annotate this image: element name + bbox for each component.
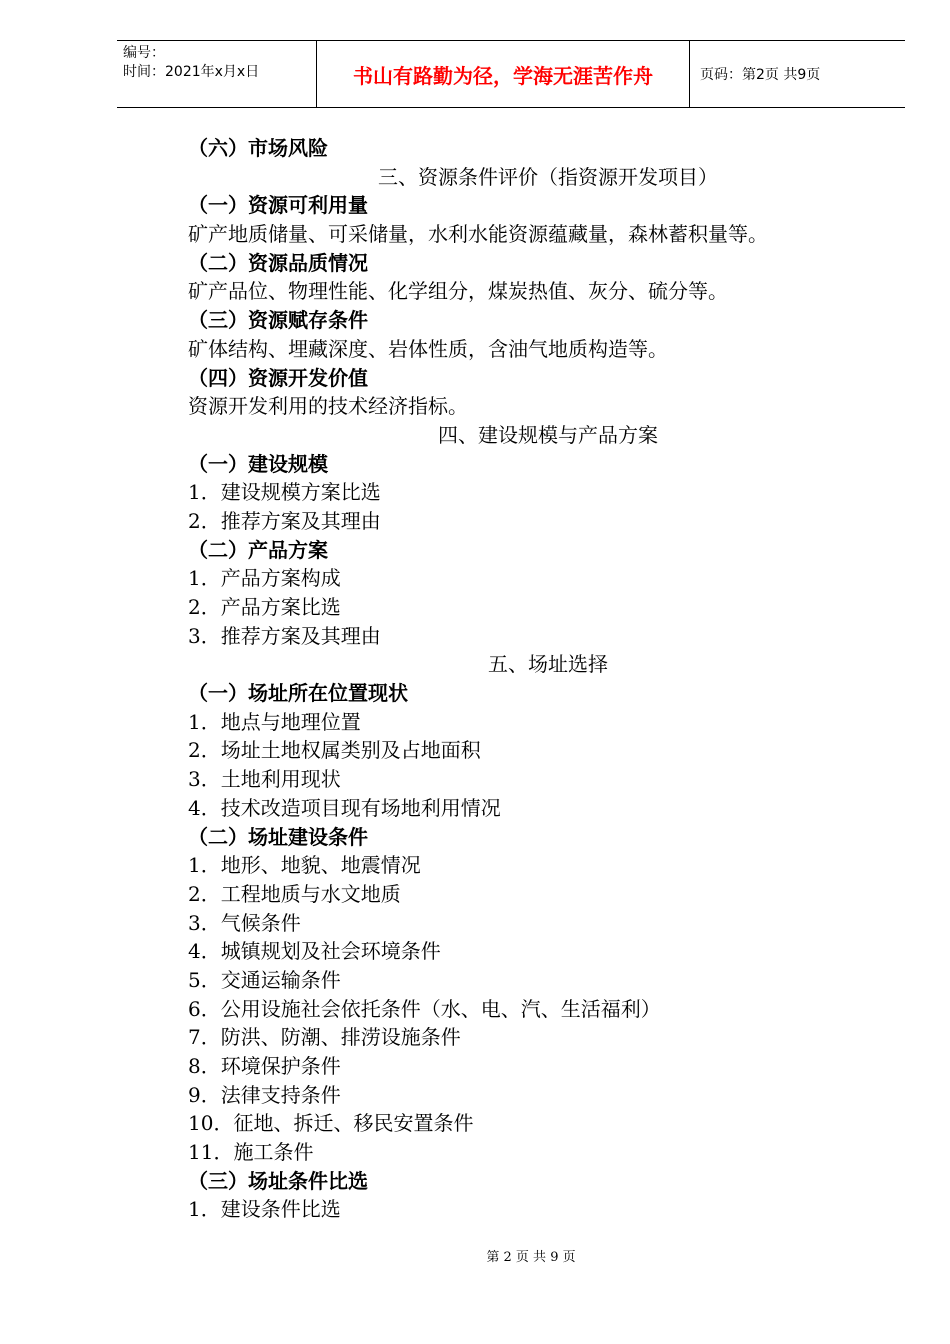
body-line: 矿体结构、埋藏深度、岩体性质，含油气地质构造等。 bbox=[188, 336, 668, 361]
body-line: 10．征地、拆迁、移民安置条件 bbox=[188, 1111, 474, 1136]
body-line: 2．工程地质与水文地质 bbox=[188, 881, 401, 906]
subsection-heading: （六）市场风险 bbox=[188, 136, 328, 160]
body-line: 1．地点与地理位置 bbox=[188, 709, 361, 734]
body-line: 2．场址土地权属类别及占地面积 bbox=[188, 738, 481, 763]
body-line: 11．施工条件 bbox=[188, 1140, 314, 1165]
body-line: 3．推荐方案及其理由 bbox=[188, 623, 381, 648]
body-line: 6．公用设施社会依托条件（水、电、汽、生活福利） bbox=[188, 996, 661, 1021]
section-heading: 三、资源条件评价（指资源开发项目） bbox=[378, 164, 718, 189]
body-line: 1．地形、地貌、地震情况 bbox=[188, 853, 421, 878]
subsection-heading: （一）建设规模 bbox=[188, 451, 328, 476]
body-line: 1．建设条件比选 bbox=[188, 1197, 341, 1222]
page-footer: 第 2 页 共 9 页 bbox=[486, 1250, 576, 1265]
body-line: 5．交通运输条件 bbox=[188, 967, 341, 992]
page-header bbox=[117, 40, 905, 108]
body-line: 2．产品方案比选 bbox=[188, 595, 341, 619]
body-line: 2．推荐方案及其理由 bbox=[188, 508, 381, 533]
body-line: 1．产品方案构成 bbox=[188, 566, 341, 591]
body-line: 7．防洪、防潮、排涝设施条件 bbox=[188, 1025, 461, 1050]
body-line: 3．土地利用现状 bbox=[188, 767, 341, 792]
header-meta bbox=[117, 41, 316, 107]
time-label: 时间：2021年x月x日 bbox=[123, 64, 260, 80]
subsection-heading: （二）场址建设条件 bbox=[188, 824, 368, 849]
section-heading: 五、场址选择 bbox=[488, 652, 608, 677]
section-heading: 四、建设规模与产品方案 bbox=[438, 422, 658, 447]
body-line: 4．技术改造项目现有场地利用情况 bbox=[188, 795, 501, 820]
number-label: 编号： bbox=[123, 45, 165, 61]
body-line: 3．气候条件 bbox=[188, 910, 301, 935]
body-line: 资源开发利用的技术经济指标。 bbox=[188, 394, 468, 419]
header-page-info: 页码：第2页 共9页 bbox=[700, 67, 821, 83]
header-motto: 书山有路勤为径，学海无涯苦作舟 bbox=[316, 41, 690, 107]
subsection-heading: （一）资源可利用量 bbox=[188, 193, 368, 218]
subsection-heading: （二）资源品质情况 bbox=[188, 250, 368, 275]
body-line: 矿产品位、物理性能、化学组分，煤炭热值、灰分、硫分等。 bbox=[188, 279, 728, 304]
body-line: 4．城镇规划及社会环境条件 bbox=[188, 939, 441, 964]
document-body bbox=[188, 134, 888, 1224]
body-line: 矿产地质储量、可采储量，水利水能资源蕴藏量，森林蓄积量等。 bbox=[188, 222, 768, 247]
subsection-heading: （一）场址所在位置现状 bbox=[188, 681, 408, 706]
body-line: 9．法律支持条件 bbox=[188, 1082, 341, 1107]
subsection-heading: （三）资源赋存条件 bbox=[188, 308, 368, 333]
subsection-heading: （四）资源开发价值 bbox=[188, 365, 368, 390]
subsection-heading: （二）产品方案 bbox=[188, 537, 328, 562]
subsection-heading: （三）场址条件比选 bbox=[188, 1168, 368, 1193]
body-line: 1．建设规模方案比选 bbox=[188, 480, 381, 505]
body-line: 8．环境保护条件 bbox=[188, 1054, 341, 1078]
